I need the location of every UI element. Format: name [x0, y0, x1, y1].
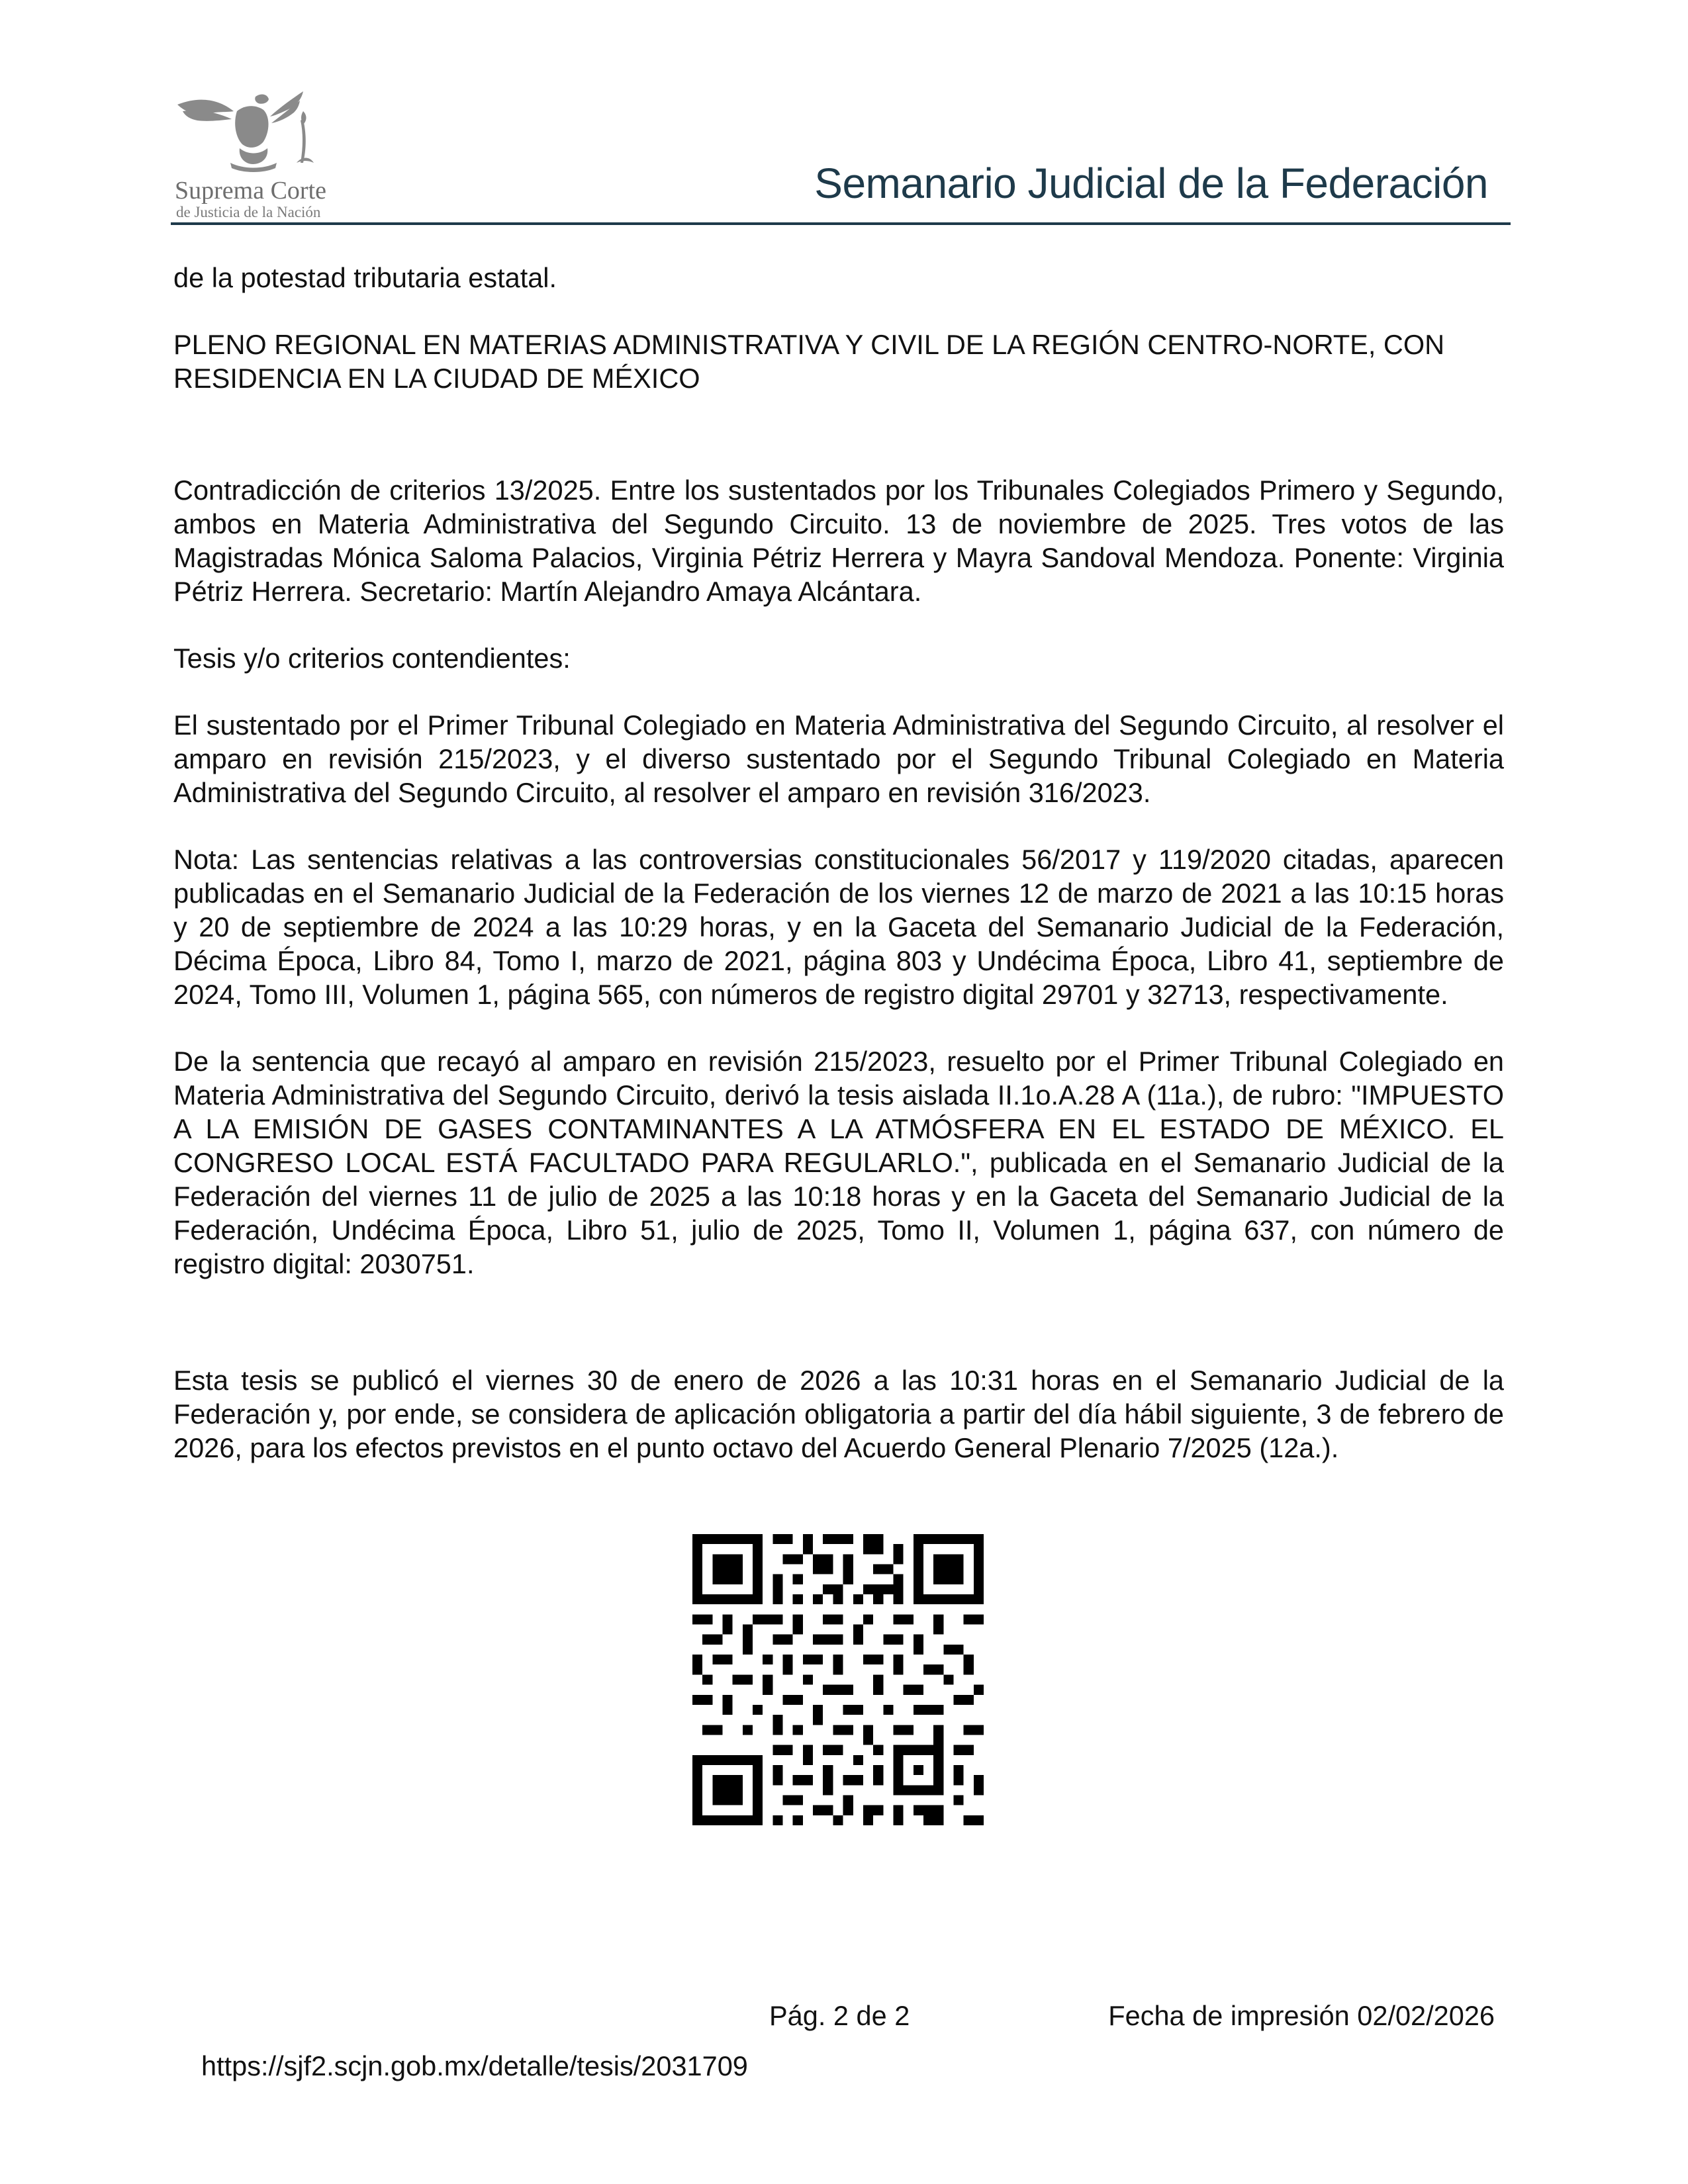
paragraph-court: PLENO REGIONAL EN MATERIAS ADMINISTRATIVA Y CIVIL DE LA REGIÓN CENTRO-NORTE, CON RESIDENCIA EN LA CIUDAD DE MÉXICO [173, 329, 1445, 394]
paragraph-sentencia: De la sentencia que recayó al amparo en revisión 215/2023, resuelto por el Primer Tribunal Colegiado en Materia Administrativa del Segundo Circuito, derivó la tesis aislada II.1o.A.28 A (11a.), de rubro: "IMPUESTO A LA EMISIÓN DE GASES CONTAMINANTES A LA ATMÓSFERA EN EL ESTADO DE MÉXICO. EL CONGRESO LOCAL ESTÁ FACULTADO PARA REGULARLO.", publicada en el Semanario Judicial de la Federación del viernes 11 de julio de 2025 a las 10:18 horas y en la Gaceta del Semanario Judicial de la Federación, Undécima Época, Libro 51, julio de 2025, Tomo II, Volumen 1, página 637, con número de registro digital: 2030751. [173, 1046, 1504, 1279]
paragraph-contradiccion: Contradicción de criterios 13/2025. Entre los sustentados por los Tribunales Colegiados Primero y Segundo, ambos en Materia Administrativa del Segundo Circuito. 13 de noviembre de 2025. Tres votos de las Magistradas Mónica Saloma Palacios, Virginia Pétriz Herrera y Mayra Sandoval Mendoza. Ponente: Virginia Pétriz Herrera. Secretario: Martín Alejandro Amaya Alcántara. [173, 475, 1504, 607]
header-divider [171, 222, 1511, 225]
paragraph-intro: de la potestad tributaria estatal. [173, 262, 557, 293]
document-body [173, 261, 1504, 1465]
scjn-logo [171, 85, 336, 224]
page-number: Pág. 2 de 2 [769, 2000, 910, 2031]
page-title: Semanario Judicial de la Federación [814, 159, 1488, 207]
print-date: Fecha de impresión 02/02/2026 [1108, 2000, 1495, 2031]
eagle-emblem-icon [171, 85, 336, 177]
logo-name: Suprema Corte [175, 177, 327, 205]
logo-subtitle: de Justicia de la Nación [176, 204, 321, 220]
paragraph-tesis-heading: Tesis y/o criterios contendientes: [173, 643, 571, 674]
document-url[interactable]: https://sjf2.scjn.gob.mx/detalle/tesis/2031709 [201, 2050, 748, 2081]
paragraph-publicacion: Esta tesis se publicó el viernes 30 de enero de 2026 a las 10:31 horas en el Semanario Judicial de la Federación y, por ende, se considera de aplicación obligatoria a partir del día hábil siguiente, 3 de febrero de 2026, para los efectos previstos en el punto octavo del Acuerdo General Plenario 7/2025 (12a.). [173, 1365, 1504, 1463]
qr-code-icon[interactable] [692, 1534, 984, 1825]
paragraph-nota: Nota: Las sentencias relativas a las controversias constitucionales 56/2017 y 119/2020 citadas, aparecen publicadas en el Semanario Judicial de la Federación de los viernes 12 de marzo de 2021 a las 10:15 horas y 20 de septiembre de 2024 a las 10:29 horas, y en la Gaceta del Semanario Judicial de la Federación, Décima Época, Libro 84, Tomo I, marzo de 2021, página 803 y Undécima Época, Libro 41, septiembre de 2024, Tomo III, Volumen 1, página 565, con números de registro digital 29701 y 32713, respectivamente. [173, 844, 1504, 1010]
paragraph-sustentado: El sustentado por el Primer Tribunal Colegiado en Materia Administrativa del Segundo Circuito, al resolver el amparo en revisión 215/2023, y el diverso sustentado por el Segundo Tribunal Colegiado en Materia Administrativa del Segundo Circuito, al resolver el amparo en revisión 316/2023. [173, 709, 1504, 808]
